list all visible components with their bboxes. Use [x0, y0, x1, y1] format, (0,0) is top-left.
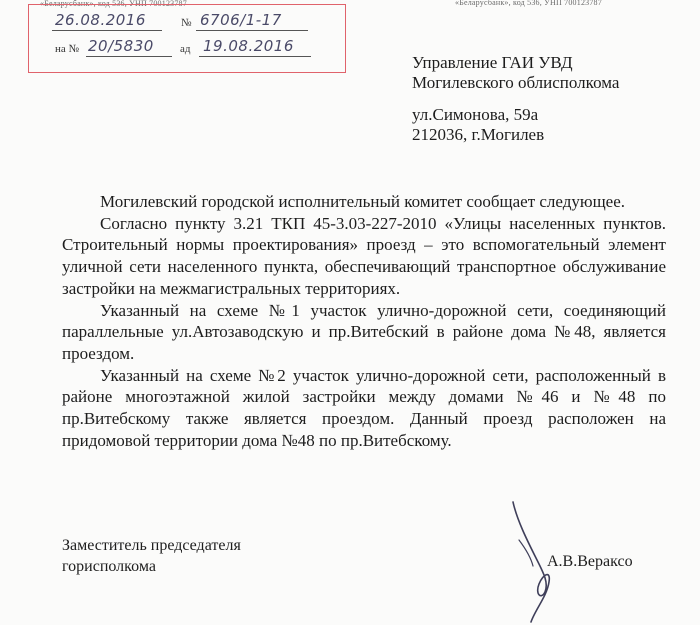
outgoing-date-underline: [52, 30, 162, 31]
body-paragraph: Указанный на схеме №1 участок улично-дорожной сети, соединяющий параллельные ул.Автозаводскую и пр.Витебский в районе дома №48, является проездом.: [62, 300, 666, 363]
outgoing-number-label: №: [181, 17, 192, 29]
signatory-title: [62, 535, 241, 577]
bank-details-strip-right: «Беларусбанк», код 536, УНП 700123787: [455, 0, 602, 7]
reference-number-underline: [86, 56, 172, 57]
body-paragraph: Указанный на схеме №2 участок улично-дорожной сети, расположенный в районе многоэтажной жилой застройки между домами №46 и №48 по пр.Витебскому также является проездом. Данный проезд расположен на придомовой территории дома №48 по пр.Витебскому.: [62, 365, 666, 450]
body-paragraph: Могилевский городской исполнительный комитет сообщает следующее.: [100, 192, 626, 211]
addressee-organization: Управление ГАИ УВД: [412, 53, 573, 72]
reference-date-underline: [199, 56, 311, 57]
addressee-street: ул.Симонова, 59а: [412, 105, 539, 124]
letter-body: [62, 191, 666, 451]
reference-date-label: ад: [180, 43, 191, 55]
body-paragraph: Согласно пункту 3.21 ТКП 45-3.03-227-2010 «Улицы населенных пунктов. Строительный нормы проектирования» проезд – это вспомогательный элемент уличной сети населенного пункта, обеспечивающий транспортное обслуживание застройки на межмагистральных территориях.: [62, 213, 666, 298]
addressee-city: 212036, г.Могилев: [412, 125, 545, 144]
signatory-title-line1: Заместитель председателя: [62, 537, 241, 554]
outgoing-number: 6706/1-17: [200, 11, 282, 29]
reference-number: 20/5830: [88, 37, 154, 55]
signatory-name: А.В.Вераксо: [547, 553, 633, 570]
outgoing-date: 26.08.2016: [55, 11, 146, 29]
reference-date: 19.08.2016: [203, 37, 294, 55]
reference-number-label: на №: [55, 43, 80, 55]
addressee-organization-line2: Могилевского облисполкома: [412, 73, 620, 92]
outgoing-number-underline: [196, 30, 308, 31]
signatory-title-line2: горисполкома: [62, 558, 156, 575]
bank-details-strip-left: «Беларусбанк», код 536, УНП 700123787: [40, 0, 187, 8]
